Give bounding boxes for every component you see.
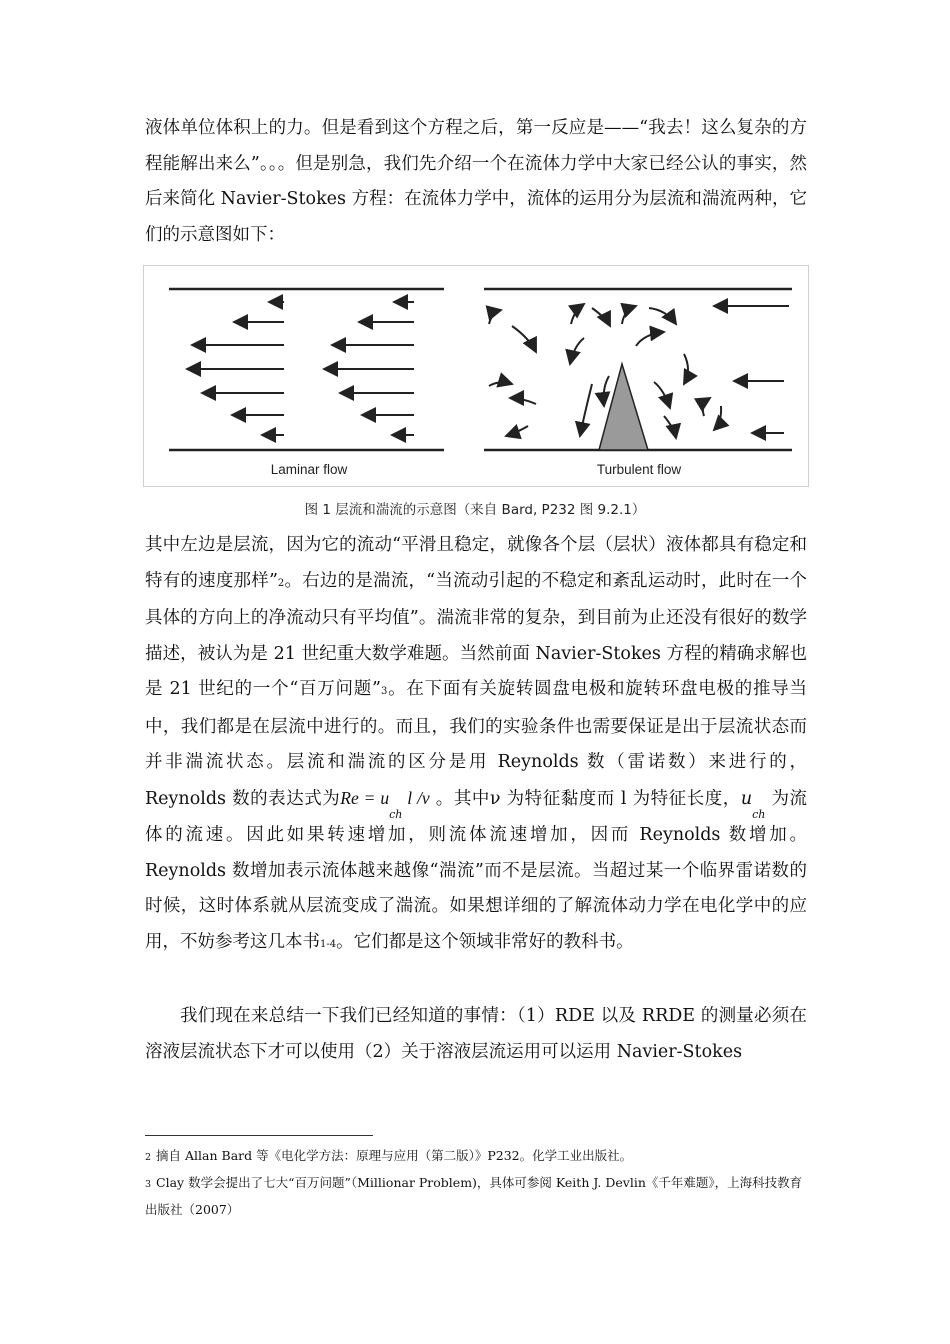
formula-sub: ch bbox=[389, 807, 403, 821]
p2-part6: 。它们都是这个领域非常好的教科书。 bbox=[336, 931, 634, 952]
turbulent-label: Turbulent flow bbox=[596, 462, 682, 477]
p2-part4: 。其中ν 为特征黏度而 l 为特征长度， bbox=[429, 788, 741, 809]
footnote-ref-3[interactable]: 3 bbox=[380, 686, 388, 697]
p2-part3: 。在下面有关旋转圆盘电极和旋转环盘电极的推导当中，我们都是在层流中进行的。而且，我们的实验条件也需要保证是出于层流状态而并非湍流状态。层流和湍流的区分是用 Reynolds 数（雷诺数）来进行的，Reynolds 数的表达式为 bbox=[145, 679, 807, 809]
obstacle-triangle bbox=[599, 364, 648, 450]
formula-rest: l /ν bbox=[402, 787, 430, 808]
reynolds-formula bbox=[340, 787, 430, 821]
formula-re: Re = u bbox=[340, 787, 390, 808]
footnote-3-text: Clay 数学会提出了七大“百万问题”（Millionar Problem)，具体可参阅 Keith J. Devlin《千年难题》，上海科技教育出版社（2007） bbox=[145, 1175, 803, 1217]
turbulent-panel bbox=[484, 289, 792, 450]
footnote-2-number: 2 bbox=[145, 1152, 152, 1163]
paragraph-reynolds bbox=[145, 528, 807, 962]
laminar-label: Laminar flow bbox=[270, 462, 348, 477]
figure-caption: 图 1 层流和湍流的示意图（来自 Bard, P232 图 9.2.1） bbox=[304, 502, 646, 518]
uch-u: u bbox=[740, 788, 753, 809]
p2-part1: 其中左边是层流，因为它的流动“平滑且稳定，就像各个层（层状）液体都具有稳定和特有的速度那样” bbox=[145, 535, 807, 591]
flow-diagram bbox=[144, 266, 808, 486]
p2-part2: 。右边的是湍流，“当流动引起的不稳定和紊乱运动时，此时在一个具体的方向上的净流动只有平均值”。湍流非常的复杂，到目前为止还没有很好的数学描述，被认为是 21 世纪重大数学难题。当然前面 Navier-Stokes 方程的精确求解也是 21 世纪的一个“百万问题” bbox=[145, 570, 807, 699]
reference-range: 1-4 bbox=[320, 938, 337, 950]
footnote-3-number: 3 bbox=[145, 1179, 152, 1190]
p2-part5: 为流体的流速。因此如果转速增加，则流体流速增加，因而 Reynolds 数增加。Reynolds 数增加表示流体越来越像“湍流”而不是层流。当超过某一个临界雷诺数的时候，这时体系就从层流变成了湍流。如果想详细的了解流体动力学在电化学中的应用，不妨参考这几本书 bbox=[145, 788, 807, 952]
flow-figure bbox=[143, 265, 809, 487]
footnote-2-text: 摘自 Allan Bard 等《电化学方法：原理与应用（第二版）》P232。化学工业出版社。 bbox=[156, 1148, 633, 1163]
footnote-3 bbox=[145, 1170, 807, 1222]
footnote-ref-2[interactable]: 2 bbox=[277, 577, 285, 589]
laminar-panel bbox=[169, 289, 444, 450]
paragraph-intro: 液体单位体积上的力。但是看到这个方程之后，第一反应是——“我去！这么复杂的方程能解出来么”。。。但是别急，我们先介绍一个在流体力学中大家已经公认的事实，然后来简化 Navier-Stokes 方程：在流体力学中，流体的运用分为层流和湍流两种，它们的示意图如下： bbox=[145, 118, 807, 245]
uch-sub: ch bbox=[752, 807, 766, 821]
footnote-divider bbox=[145, 1135, 373, 1136]
paragraph-summary: 我们现在来总结一下我们已经知道的事情：（1）RDE 以及 RRDE 的测量必须在溶液层流状态下才可以使用（2）关于溶液层流运用可以运用 Navier-Stokes bbox=[145, 1006, 807, 1062]
footnote-2 bbox=[145, 1143, 807, 1170]
